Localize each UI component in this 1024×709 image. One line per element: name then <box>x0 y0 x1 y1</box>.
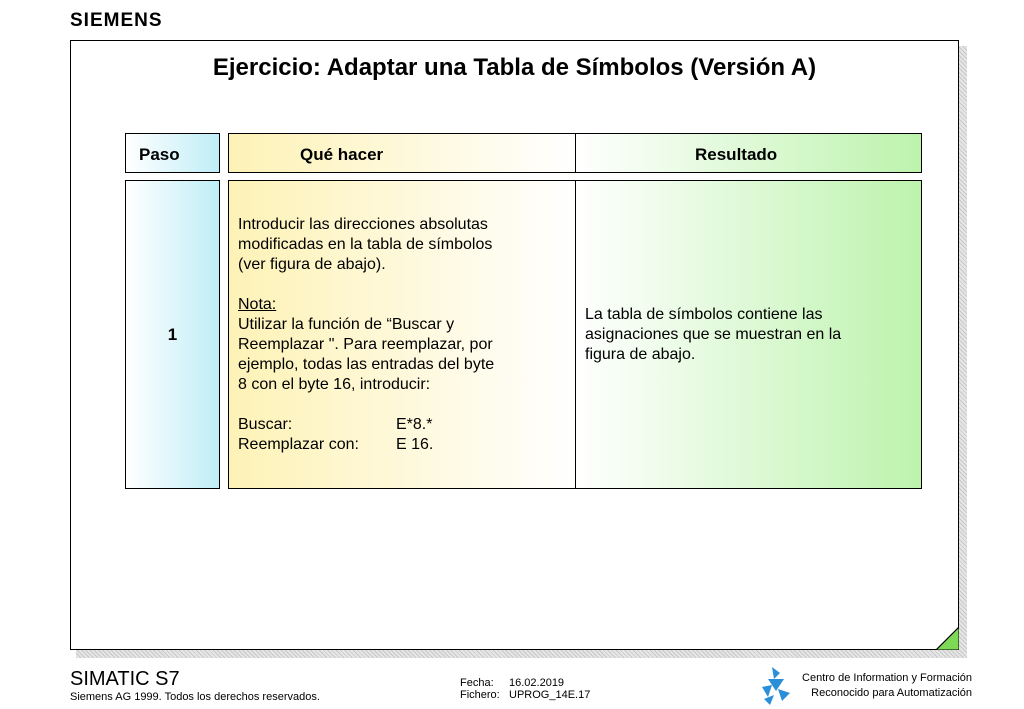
instructions-text <box>238 215 494 455</box>
step-cell <box>125 180 220 489</box>
buscar-label: Buscar: <box>238 416 293 433</box>
result-line: asignaciones que se muestran en la <box>585 326 842 343</box>
note-line: Reemplazar ". Para reemplazar, por <box>238 336 493 353</box>
note-line: Utilizar la función de “Buscar y <box>238 316 455 333</box>
header-resultado-label: Resultado <box>695 145 778 164</box>
instruction-line: Introducir las direcciones absolutas <box>238 216 488 233</box>
step-number: 1 <box>167 325 178 344</box>
reemplazar-value: E 16. <box>396 436 434 453</box>
header-paso-label: Paso <box>139 145 180 164</box>
result-line: La tabla de símbolos contiene las <box>585 306 823 323</box>
product-name: SIMATIC S7 <box>70 668 180 690</box>
header-que-hacer-cell <box>228 133 576 173</box>
siemens-logo: SIEMENS <box>70 10 163 31</box>
instruction-line: (ver figura de abajo). <box>238 256 386 273</box>
training-center-icon <box>758 665 794 705</box>
header-resultado-cell <box>575 133 922 173</box>
result-cell <box>575 180 922 489</box>
slide-title: Ejercicio: Adaptar una Tabla de Símbolos (Versión A) <box>212 54 817 81</box>
result-line: figura de abajo. <box>585 346 696 363</box>
note-line: 8 con el byte 16, introducir: <box>238 376 431 393</box>
center-line-1: Centro de Information y Formación <box>802 672 972 684</box>
note-label: Nota: <box>238 296 277 313</box>
fecha-value: 16.02.2019 <box>509 677 565 689</box>
page-corner-icon <box>936 627 959 650</box>
fecha-label: Fecha: <box>460 677 494 689</box>
reemplazar-row <box>238 435 494 455</box>
buscar-row <box>238 415 494 435</box>
reemplazar-label: Reemplazar con: <box>238 436 359 453</box>
result-text <box>585 305 841 365</box>
instructions-cell <box>228 180 576 489</box>
center-line-2: Reconocido para Automatización <box>811 687 972 699</box>
fichero-value: UPROG_14E.17 <box>509 689 591 701</box>
note-line: ejemplo, todas las entradas del byte <box>238 356 495 373</box>
fichero-label: Fichero: <box>460 689 500 701</box>
copyright-text: Siemens AG 1999. Todos los derechos reservados. <box>70 691 320 703</box>
header-que-hacer-label: Qué hacer <box>300 145 384 164</box>
instruction-line: modificadas en la tabla de símbolos <box>238 236 493 253</box>
training-center-info <box>802 671 972 701</box>
header-paso-cell <box>125 133 220 173</box>
buscar-value: E*8.* <box>396 416 433 433</box>
